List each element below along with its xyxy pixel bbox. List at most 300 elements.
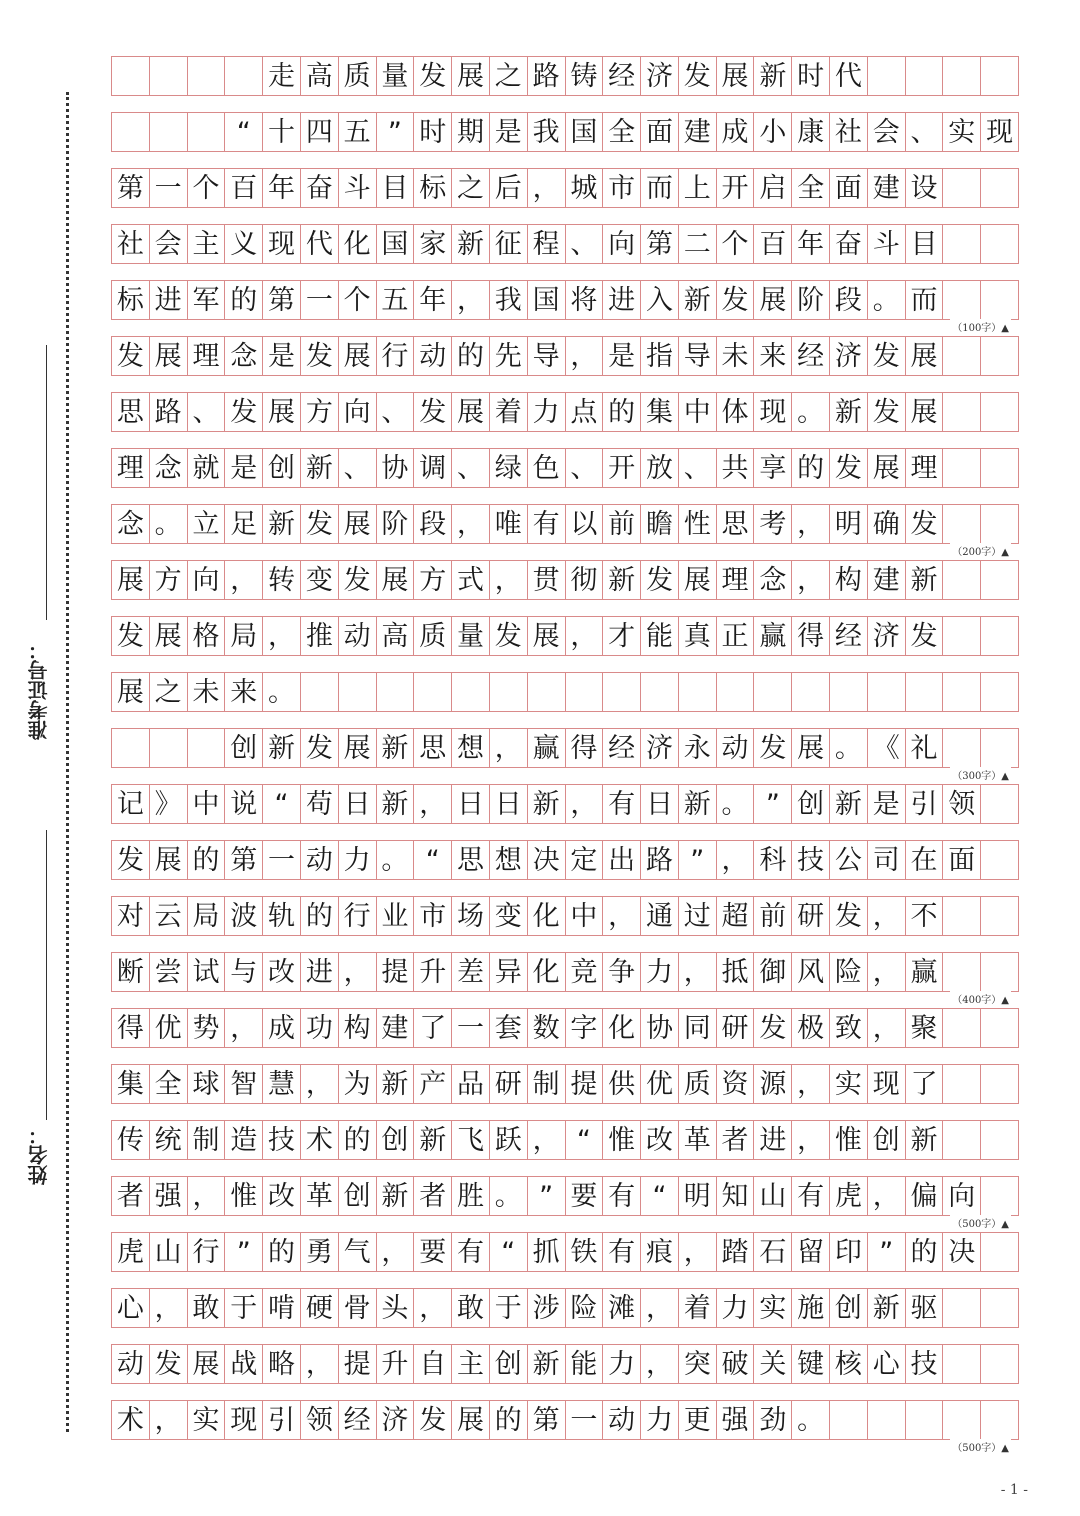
grid-cell: 。: [150, 505, 188, 543]
grid-cell: 阶: [792, 281, 830, 319]
grid-cell: 的: [301, 897, 339, 935]
grid-cell: 新: [452, 225, 490, 263]
grid-cell: [906, 57, 944, 95]
grid-cell: 领: [301, 1401, 339, 1439]
grid-cell: 念: [150, 449, 188, 487]
grid-cell: [943, 1345, 981, 1383]
grid-cell: 技: [263, 1121, 301, 1159]
grid-cell: 新: [301, 449, 339, 487]
grid-cell: 全: [792, 169, 830, 207]
grid-cell: 年: [263, 169, 301, 207]
grid-cell: 足: [225, 505, 263, 543]
grid-cell: [981, 561, 1019, 599]
grid-cell: [943, 505, 981, 543]
grid-cell: 发: [490, 617, 528, 655]
word-count-marker: （300字）▲: [950, 767, 1011, 782]
grid-cells: [111, 1177, 1019, 1215]
grid-cell: 想: [490, 841, 528, 879]
grid-cell: 标: [414, 169, 452, 207]
grid-cell: 术: [301, 1121, 339, 1159]
grid-cell: 中: [566, 897, 604, 935]
grid-cell: [188, 729, 226, 767]
grid-cell: 转: [263, 561, 301, 599]
grid-cell: 动: [603, 1401, 641, 1439]
grid-cell: 的: [263, 1233, 301, 1271]
grid-cell: 方: [150, 561, 188, 599]
grid-cell: 个: [717, 225, 755, 263]
grid-cell: ”: [528, 1177, 566, 1215]
grid-cell: [566, 673, 604, 711]
grid-cell: 国: [566, 113, 604, 151]
grid-cell: 理: [717, 561, 755, 599]
grid-cell: 进: [150, 281, 188, 319]
grid-cell: 啃: [263, 1289, 301, 1327]
grid-cell: 第: [528, 1401, 566, 1439]
grid-cell: 聚: [906, 1009, 944, 1047]
grid-cell: 记: [112, 785, 150, 823]
grid-cell: 协: [641, 1009, 679, 1047]
grid-cell: 经: [792, 337, 830, 375]
grid-cell: ，: [679, 1233, 717, 1271]
grid-cell: [754, 673, 792, 711]
grid-cell: [981, 1401, 1019, 1439]
grid-cell: “: [414, 841, 452, 879]
grid-cell: 第: [641, 225, 679, 263]
grid-cell: 展: [906, 393, 944, 431]
grid-cell: [188, 113, 226, 151]
grid-cell: 建: [868, 561, 906, 599]
grid-cell: [943, 225, 981, 263]
grid-cell: 创: [490, 1345, 528, 1383]
grid-cell: 创: [868, 1121, 906, 1159]
grid-cell: 百: [225, 169, 263, 207]
grid-cell: [943, 1401, 981, 1439]
grid-cell: 发: [225, 393, 263, 431]
grid-cell: 发: [717, 281, 755, 319]
grid-cell: 后: [490, 169, 528, 207]
grid-cell: ，: [414, 785, 452, 823]
grid-cell: 更: [679, 1401, 717, 1439]
grid-cell: 高: [301, 57, 339, 95]
grid-cell: 济: [641, 57, 679, 95]
grid-cells: [111, 729, 1019, 767]
grid-cell: 走: [263, 57, 301, 95]
word-count-marker: （200字）▲: [950, 543, 1011, 558]
grid-cell: ，: [868, 897, 906, 935]
grid-cell: 头: [377, 1289, 415, 1327]
grid-cell: 点: [566, 393, 604, 431]
title-row: [111, 56, 1019, 96]
grid-cell: 变: [490, 897, 528, 935]
text-row: [111, 784, 1019, 824]
grid-cells: [111, 953, 1019, 991]
grid-cell: 期: [452, 113, 490, 151]
grid-cell: 会: [150, 225, 188, 263]
grid-cell: 。: [717, 785, 755, 823]
grid-cell: 展: [906, 337, 944, 375]
grid-cell: 济: [641, 729, 679, 767]
grid-cell: ，: [225, 561, 263, 599]
grid-cell: 传: [112, 1121, 150, 1159]
grid-cell: 研: [717, 1009, 755, 1047]
grid-cell: ，: [641, 1345, 679, 1383]
grid-cell: [981, 841, 1019, 879]
grid-cell: 进: [603, 281, 641, 319]
grid-cell: 面: [830, 169, 868, 207]
grid-cell: 来: [754, 337, 792, 375]
grid-cell: [868, 1401, 906, 1439]
grid-cell: ，: [792, 1065, 830, 1103]
grid-cell: 考: [754, 505, 792, 543]
text-row: [111, 1232, 1019, 1272]
grid-cell: 抓: [528, 1233, 566, 1271]
grid-cell: 奋: [830, 225, 868, 263]
grid-cell: 新: [603, 561, 641, 599]
grid-cell: 展: [528, 617, 566, 655]
grid-cell: 指: [641, 337, 679, 375]
grid-cell: [868, 673, 906, 711]
grid-cell: 实: [754, 1289, 792, 1327]
grid-cell: [943, 897, 981, 935]
text-row: [111, 1120, 1019, 1160]
grid-cell: 的: [603, 393, 641, 431]
grid-cell: 印: [830, 1233, 868, 1271]
grid-cell: 第: [112, 169, 150, 207]
grid-cell: [943, 393, 981, 431]
grid-cell: 有: [792, 1177, 830, 1215]
grid-cell: [339, 673, 377, 711]
admission-number-field: [18, 640, 58, 740]
grid-cell: 新: [906, 1121, 944, 1159]
page-number: - 1 -: [1000, 1482, 1028, 1498]
grid-cell: 斗: [339, 169, 377, 207]
grid-cell: 键: [792, 1345, 830, 1383]
grid-cells: [111, 1009, 1019, 1047]
grid-cell: 展: [868, 449, 906, 487]
grid-cell: 试: [188, 953, 226, 991]
grid-cell: 年: [414, 281, 452, 319]
grid-cell: 苟: [301, 785, 339, 823]
grid-cell: 革: [301, 1177, 339, 1215]
grid-cell: 公: [830, 841, 868, 879]
grid-cell: 我: [528, 113, 566, 151]
grid-cell: 阶: [377, 505, 415, 543]
grid-cells: [111, 393, 1019, 431]
grid-cell: 发: [906, 617, 944, 655]
grid-cell: 抵: [717, 953, 755, 991]
grid-cell: 实: [943, 113, 981, 151]
grid-cell: 胜: [452, 1177, 490, 1215]
text-row: [111, 840, 1019, 880]
grid-cell: 力: [641, 953, 679, 991]
grid-cell: 发: [301, 505, 339, 543]
grid-cell: 决: [528, 841, 566, 879]
grid-cell: 的: [225, 281, 263, 319]
grid-cell: 中: [188, 785, 226, 823]
grid-cell: 发: [414, 393, 452, 431]
grid-cell: 一: [452, 1009, 490, 1047]
grid-cell: 构: [830, 561, 868, 599]
grid-cell: 贯: [528, 561, 566, 599]
grid-cell: ”: [225, 1233, 263, 1271]
grid-cell: 第: [263, 281, 301, 319]
grid-cell: 展: [112, 673, 150, 711]
grid-cell: 技: [792, 841, 830, 879]
grid-cell: 日: [490, 785, 528, 823]
grid-cell: 功: [301, 1009, 339, 1047]
text-row: [111, 1288, 1019, 1328]
grid-cell: 力: [528, 393, 566, 431]
grid-cell: 着: [490, 393, 528, 431]
grid-cell: 集: [641, 393, 679, 431]
grid-cell: ，: [188, 1177, 226, 1215]
grid-cell: 、: [679, 449, 717, 487]
grid-cell: 造: [225, 1121, 263, 1159]
word-count-marker: （500字）▲: [950, 1439, 1011, 1454]
grid-cell: 集: [112, 1065, 150, 1103]
grid-cell: ，: [792, 1121, 830, 1159]
grid-cell: 展: [717, 57, 755, 95]
grid-cell: 场: [452, 897, 490, 935]
grid-cell: 源: [754, 1065, 792, 1103]
grid-cell: 中: [679, 393, 717, 431]
grid-cell: ，: [150, 1289, 188, 1327]
grid-cell: 新: [377, 785, 415, 823]
grid-cell: [641, 673, 679, 711]
grid-cell: 社: [830, 113, 868, 151]
grid-cell: 能: [566, 1345, 604, 1383]
grid-cell: 现: [868, 1065, 906, 1103]
grid-cell: 一: [566, 1401, 604, 1439]
grid-cell: 之: [452, 169, 490, 207]
grid-cell: 成: [717, 113, 755, 151]
grid-cell: 创: [339, 1177, 377, 1215]
grid-cell: 铁: [566, 1233, 604, 1271]
grid-cell: 山: [754, 1177, 792, 1215]
grid-cell: 决: [943, 1233, 981, 1271]
grid-cell: 礼: [906, 729, 944, 767]
grid-cell: [981, 449, 1019, 487]
grid-cell: 康: [792, 113, 830, 151]
text-row: [111, 1008, 1019, 1048]
grid-cells: [111, 1121, 1019, 1159]
grid-cell: 设: [906, 169, 944, 207]
grid-cell: [792, 673, 830, 711]
grid-cell: 战: [225, 1345, 263, 1383]
grid-cell: 力: [339, 841, 377, 879]
grid-cell: 五: [339, 113, 377, 151]
grid-cell: 第: [225, 841, 263, 879]
grid-cell: 。: [377, 841, 415, 879]
grid-cell: [981, 785, 1019, 823]
text-row: [111, 560, 1019, 600]
grid-cell: [943, 169, 981, 207]
grid-cell: 险: [830, 953, 868, 991]
grid-cell: 前: [603, 505, 641, 543]
grid-cell: 铸: [566, 57, 604, 95]
grid-cell: 司: [868, 841, 906, 879]
grid-cell: 石: [754, 1233, 792, 1271]
grid-cell: 品: [452, 1065, 490, 1103]
grid-cell: 发: [301, 337, 339, 375]
grid-cell: ，: [414, 1289, 452, 1327]
grid-cell: 局: [188, 897, 226, 935]
grid-cell: 改: [641, 1121, 679, 1159]
grid-cell: [981, 953, 1019, 991]
grid-cell: 《: [868, 729, 906, 767]
grid-cell: 是: [263, 337, 301, 375]
grid-cell: 发: [112, 617, 150, 655]
grid-cell: 展: [377, 561, 415, 599]
grid-cell: 展: [150, 337, 188, 375]
grid-cell: [717, 673, 755, 711]
grid-cell: 四: [301, 113, 339, 151]
grid-cell: 高: [377, 617, 415, 655]
grid-cell: 先: [490, 337, 528, 375]
grid-cell: 发: [906, 505, 944, 543]
grid-cell: 山: [150, 1233, 188, 1271]
grid-cell: 赢: [906, 953, 944, 991]
grid-cell: 滩: [603, 1289, 641, 1327]
grid-cell: ，: [225, 1009, 263, 1047]
grid-cell: 行: [188, 1233, 226, 1271]
text-row: [111, 616, 1019, 656]
grid-cell: 的: [339, 1121, 377, 1159]
grid-cell: 未: [717, 337, 755, 375]
grid-cells: [111, 169, 1019, 207]
grid-cell: 市: [414, 897, 452, 935]
grid-cell: 导: [528, 337, 566, 375]
grid-cell: 势: [188, 1009, 226, 1047]
grid-cell: 化: [603, 1009, 641, 1047]
grid-cell: 唯: [490, 505, 528, 543]
grid-cell: 争: [603, 953, 641, 991]
grid-cell: 才: [603, 617, 641, 655]
grid-cell: 赢: [754, 617, 792, 655]
grid-cell: 关: [754, 1345, 792, 1383]
grid-cell: 优: [641, 1065, 679, 1103]
text-row: [111, 280, 1019, 334]
grid-cell: ，: [566, 785, 604, 823]
grid-cell: ，: [301, 1345, 339, 1383]
grid-cell: 展: [339, 337, 377, 375]
grid-cell: 会: [868, 113, 906, 151]
grid-cell: 动: [301, 841, 339, 879]
grid-cell: 术: [112, 1401, 150, 1439]
grid-cell: 惟: [830, 1121, 868, 1159]
grid-cell: 字: [566, 1009, 604, 1047]
text-row: [111, 1344, 1019, 1384]
grid-cell: 将: [566, 281, 604, 319]
grid-cell: 之: [150, 673, 188, 711]
grid-cell: 虎: [112, 1233, 150, 1271]
grid-cell: 定: [566, 841, 604, 879]
grid-cell: 发: [830, 449, 868, 487]
grid-cell: 有: [603, 1177, 641, 1215]
grid-cell: “: [263, 785, 301, 823]
grid-cell: ”: [868, 1233, 906, 1271]
grid-cell: 了: [906, 1065, 944, 1103]
grid-cell: 质: [339, 57, 377, 95]
grid-cell: [943, 1065, 981, 1103]
grid-cell: 新: [528, 1345, 566, 1383]
grid-cell: 一: [150, 169, 188, 207]
grid-cell: ，: [603, 897, 641, 935]
grid-cell: 突: [679, 1345, 717, 1383]
grid-cell: 。: [830, 729, 868, 767]
grid-cell: [981, 1009, 1019, 1047]
grid-cell: 通: [641, 897, 679, 935]
grid-cell: [603, 673, 641, 711]
grid-cell: 个: [188, 169, 226, 207]
grid-cell: 路: [641, 841, 679, 879]
grid-cell: 开: [717, 169, 755, 207]
grid-cell: 目: [906, 225, 944, 263]
grid-cell: 气: [339, 1233, 377, 1271]
grid-cell: 发: [112, 337, 150, 375]
grid-cells: [111, 1289, 1019, 1327]
grid-cell: 发: [339, 561, 377, 599]
grid-cell: 御: [754, 953, 792, 991]
grid-cells: [111, 1345, 1019, 1383]
grid-cell: [981, 617, 1019, 655]
grid-cell: 新: [528, 785, 566, 823]
grid-cell: 经: [603, 729, 641, 767]
grid-cell: 国: [528, 281, 566, 319]
grid-cell: 新: [263, 505, 301, 543]
grid-cell: ，: [868, 1177, 906, 1215]
grid-cell: [981, 673, 1019, 711]
grid-cell: 向: [603, 225, 641, 263]
text-row: [111, 1064, 1019, 1104]
grid-cell: 提: [377, 953, 415, 991]
grid-cell: 质: [414, 617, 452, 655]
grid-cell: 。: [868, 281, 906, 319]
grid-cell: 进: [754, 1121, 792, 1159]
grid-cell: 套: [490, 1009, 528, 1047]
grid-cell: 理: [906, 449, 944, 487]
grid-cell: 是: [490, 113, 528, 151]
grid-cell: 段: [414, 505, 452, 543]
grid-cell: 量: [377, 57, 415, 95]
grid-cell: 慧: [263, 1065, 301, 1103]
grid-cell: “: [566, 1121, 604, 1159]
text-row: [111, 672, 1019, 712]
grid-cell: 而: [906, 281, 944, 319]
grid-cell: 方: [414, 561, 452, 599]
grid-cell: 科: [754, 841, 792, 879]
binding-margin: [0, 0, 100, 1516]
grid-cell: “: [490, 1233, 528, 1271]
grid-cell: [981, 57, 1019, 95]
grid-cells: [111, 785, 1019, 823]
grid-cell: ，: [490, 729, 528, 767]
grid-cell: 、: [906, 113, 944, 151]
grid-cell: 研: [490, 1065, 528, 1103]
grid-cells: [111, 449, 1019, 487]
grid-cell: 现: [225, 1401, 263, 1439]
grid-cell: 理: [112, 449, 150, 487]
grid-cell: 目: [377, 169, 415, 207]
text-row: [111, 504, 1019, 558]
grid-cell: 飞: [452, 1121, 490, 1159]
grid-cell: 跃: [490, 1121, 528, 1159]
grid-cell: ”: [377, 113, 415, 151]
grid-cell: ，: [150, 1401, 188, 1439]
grid-cell: 瞻: [641, 505, 679, 543]
grid-cell: 新: [754, 57, 792, 95]
grid-cell: 建: [679, 113, 717, 151]
